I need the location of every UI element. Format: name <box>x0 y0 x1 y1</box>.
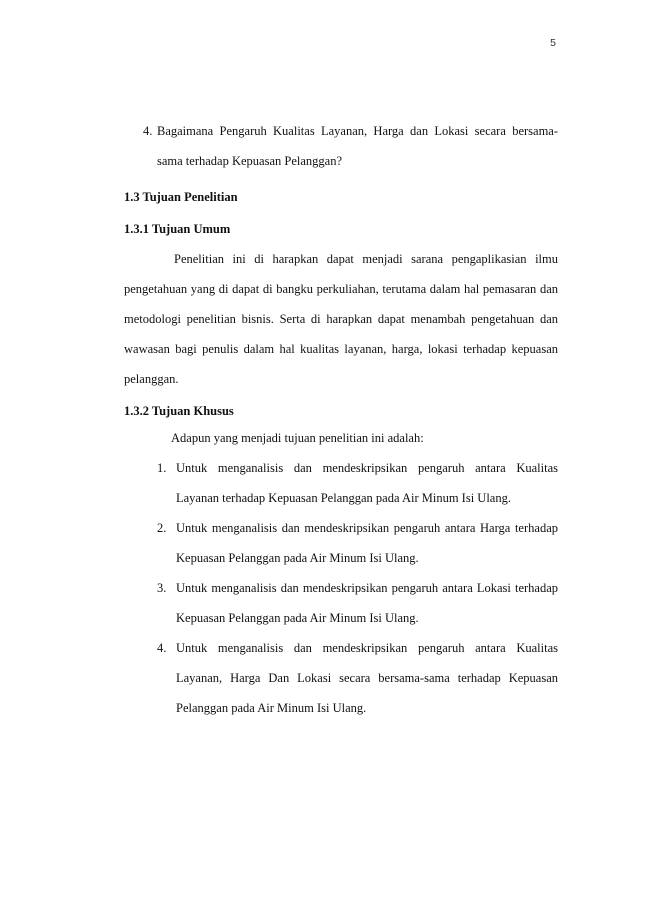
list-item-number: 4. <box>157 641 167 655</box>
list-item-number: 3. <box>157 581 167 595</box>
list-item <box>124 513 558 573</box>
section-heading-tujuan-umum: 1.3.1 Tujuan Umum <box>124 222 231 236</box>
tujuan-khusus-list <box>124 453 558 723</box>
tujuan-khusus-intro: Adapun yang menjadi tujuan penelitian ini adalah: <box>171 431 424 445</box>
section-heading-tujuan-penelitian: 1.3 Tujuan Penelitian <box>124 190 238 204</box>
tujuan-umum-paragraph: Penelitian ini di harapkan dapat menjadi sarana pengaplikasian ilmu pengetahuan yang di dapat di bangku perkuliahan, terutama dalam hal pemasaran dan metodologi penelitian bisnis. Serta di harapkan dapat menambah pengetahuan dan wawasan bagi penulis dalam hal kualitas layanan, harga, lokasi terhadap kepuasan pelanggan. <box>124 252 558 386</box>
section-heading-tujuan-khusus: 1.3.2 Tujuan Khusus <box>124 404 234 418</box>
list-item <box>124 573 558 633</box>
document-body <box>124 116 558 723</box>
list-item <box>124 633 558 723</box>
list-item-text: Untuk menganalisis dan mendeskripsikan pengaruh antara Harga terhadap Kepuasan Pelanggan pada Air Minum Isi Ulang. <box>176 521 558 565</box>
list-item <box>124 453 558 513</box>
list-item-text: Untuk menganalisis dan mendeskripsikan pengaruh antara Lokasi terhadap Kepuasan Pelanggan pada Air Minum Isi Ulang. <box>176 581 558 625</box>
research-question-number: 4. <box>143 124 153 138</box>
list-item-number: 1. <box>157 461 167 475</box>
page-number: 5 <box>550 37 556 49</box>
list-item-text: Untuk menganalisis dan mendeskripsikan pengaruh antara Kualitas Layanan, Harga Dan Lokasi secara bersama-sama terhadap Kepuasan Pelanggan pada Air Minum Isi Ulang. <box>176 641 558 715</box>
research-question-text: Bagaimana Pengaruh Kualitas Layanan, Harga dan Lokasi secara bersama-sama terhadap Kepuasan Pelanggan? <box>157 124 558 168</box>
list-item-text: Untuk menganalisis dan mendeskripsikan pengaruh antara Kualitas Layanan terhadap Kepuasan Pelanggan pada Air Minum Isi Ulang. <box>176 461 558 505</box>
list-item-number: 2. <box>157 521 167 535</box>
research-question-item <box>124 116 558 176</box>
